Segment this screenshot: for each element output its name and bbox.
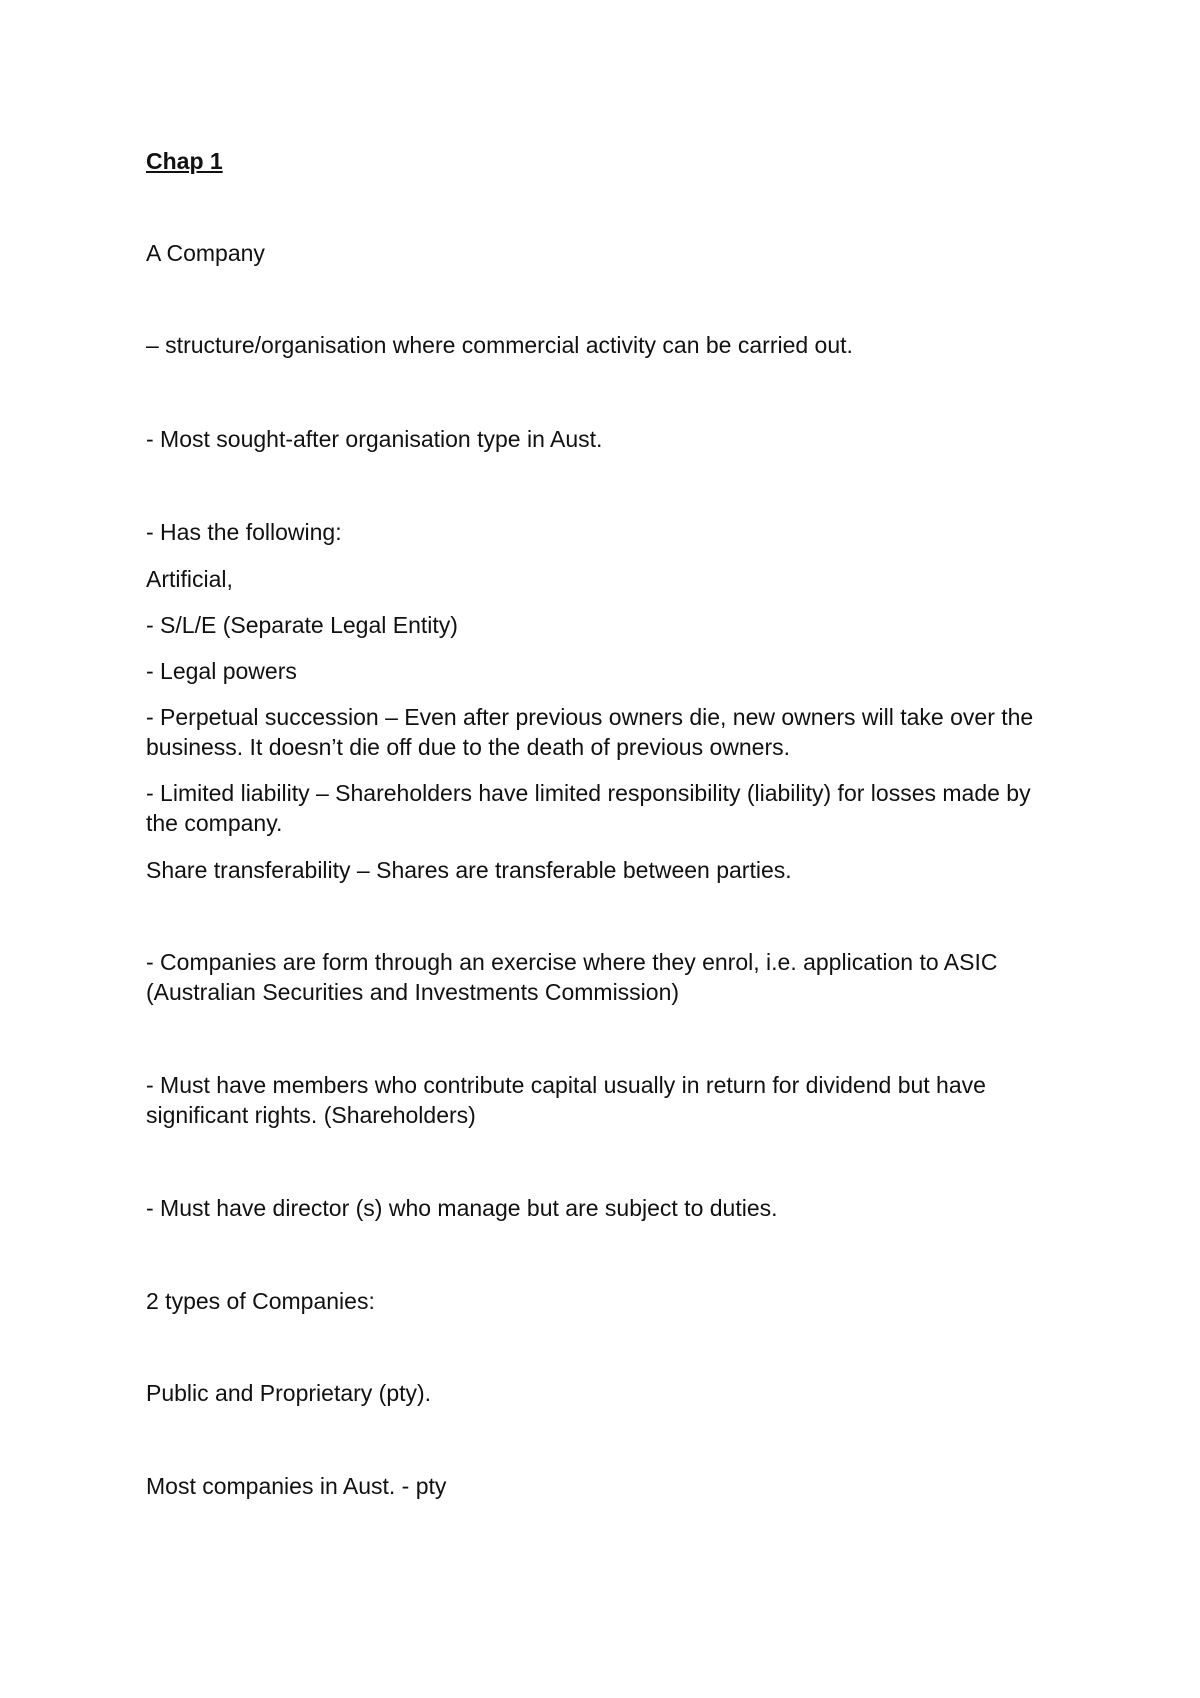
list-item-perpetual-succession: - Perpetual succession – Even after previous owners die, new owners will take over the business. It doesn’t die off due to the death of previous owners.	[146, 704, 1034, 760]
paragraph-formation: - Companies are form through an exercise where they enrol, i.e. application to ASIC (Australian Securities and Investments Commission)	[146, 949, 998, 1005]
paragraph-most-sought: - Most sought-after organisation type in Aust.	[146, 426, 603, 452]
chapter-heading: Chap 1	[146, 148, 223, 174]
paragraph-most-companies: Most companies in Aust. - pty	[146, 1473, 447, 1499]
paragraph-a-company: A Company	[146, 240, 265, 266]
paragraph-directors: - Must have director (s) who manage but are subject to duties.	[146, 1195, 778, 1221]
list-item-limited-liability: - Limited liability – Shareholders have limited responsibility (liability) for losses made by the company.	[146, 780, 1031, 836]
paragraph-has-following: - Has the following:	[146, 519, 342, 545]
list-item-legal-powers: - Legal powers	[146, 658, 297, 684]
paragraph-types: 2 types of Companies:	[146, 1288, 375, 1314]
paragraph-members: - Must have members who contribute capital usually in return for dividend but have significant rights. (Shareholders)	[146, 1072, 986, 1128]
list-item-sle: - S/L/E (Separate Legal Entity)	[146, 612, 458, 638]
list-item-artificial: Artificial,	[146, 566, 233, 592]
list-item-share-transferability: Share transferability – Shares are transferable between parties.	[146, 857, 792, 883]
paragraph-public-proprietary: Public and Proprietary (pty).	[146, 1380, 432, 1406]
paragraph-definition: – structure/organisation where commercial activity can be carried out.	[146, 332, 853, 358]
